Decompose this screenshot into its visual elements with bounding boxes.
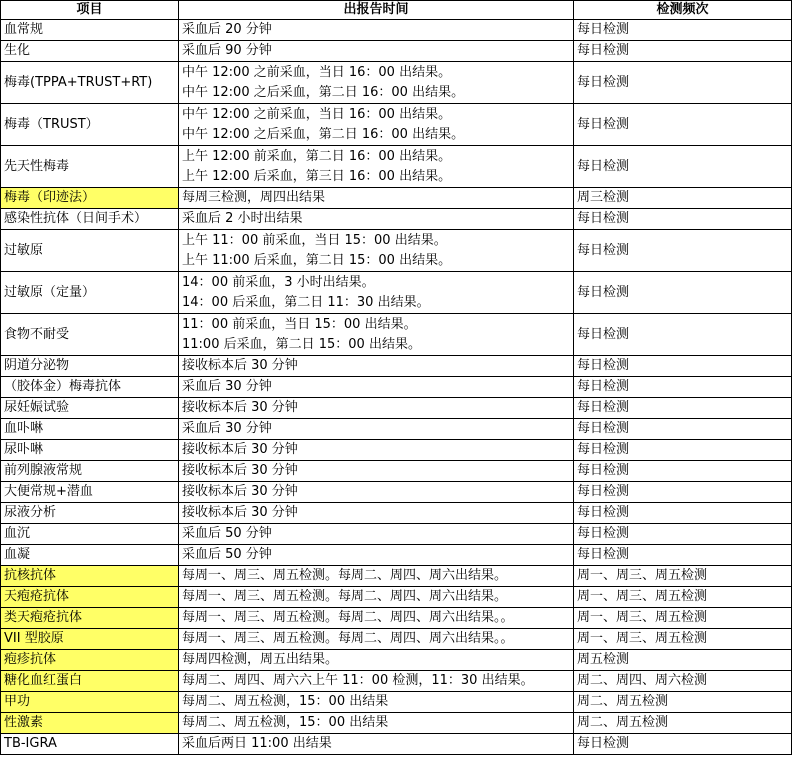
report-time-line: 14：00 后采血，第二日 11：30 出结果。 [182, 294, 430, 310]
cell-frequency: 每日检测 [574, 734, 792, 755]
cell-frequency: 每日检测 [574, 524, 792, 545]
cell-report-time [179, 272, 574, 314]
cell-frequency: 每日检测 [574, 209, 792, 230]
report-time-line: 11:00 后采血，第二日 15：00 出结果。 [182, 336, 421, 352]
cell-item: 感染性抗体（日间手术） [1, 209, 179, 230]
report-time-line: 每周四检测，周五出结果。 [182, 652, 339, 667]
cell-item: 天疱疮抗体 [1, 587, 179, 608]
cell-item: 大便常规+潜血 [1, 482, 179, 503]
cell-item: 过敏原（定量） [1, 272, 179, 314]
table-row [1, 650, 792, 671]
report-time-line: 采血后 90 分钟 [182, 43, 272, 58]
table-row [1, 734, 792, 755]
cell-frequency: 周二、周五检测 [574, 692, 792, 713]
table-row [1, 461, 792, 482]
cell-report-time [179, 209, 574, 230]
report-time-line: 上午 12:00 后采血，第三日 16：00 出结果。 [182, 168, 452, 184]
cell-report-time [179, 419, 574, 440]
cell-report-time [179, 398, 574, 419]
cell-item: 疱疹抗体 [1, 650, 179, 671]
report-time-line: 中午 12:00 之前采血，当日 16：00 出结果。 [182, 106, 452, 122]
cell-report-time [179, 62, 574, 104]
report-time-line: 采血后 30 分钟 [182, 421, 272, 436]
cell-item: 血凝 [1, 545, 179, 566]
cell-item: 生化 [1, 41, 179, 62]
cell-frequency: 每日检测 [574, 62, 792, 104]
cell-frequency: 每日检测 [574, 230, 792, 272]
cell-report-time [179, 734, 574, 755]
table-row [1, 230, 792, 272]
cell-item: VII 型胶原 [1, 629, 179, 650]
table-row [1, 377, 792, 398]
report-time-line: 中午 12:00 之后采血，第二日 16：00 出结果。 [182, 84, 465, 100]
report-time-line: 14：00 前采血，3 小时出结果。 [182, 274, 375, 290]
cell-item: 血沉 [1, 524, 179, 545]
cell-frequency: 每日检测 [574, 104, 792, 146]
table-row [1, 146, 792, 188]
report-time-line: 接收标本后 30 分钟 [182, 505, 298, 520]
table-body [1, 20, 792, 755]
table-row [1, 188, 792, 209]
cell-frequency: 周一、周三、周五检测 [574, 587, 792, 608]
cell-item: 阴道分泌物 [1, 356, 179, 377]
table-row [1, 419, 792, 440]
cell-item: 甲功 [1, 692, 179, 713]
table-row [1, 398, 792, 419]
cell-item: 抗核抗体 [1, 566, 179, 587]
report-time-line: 接收标本后 30 分钟 [182, 358, 298, 373]
report-time-line: 每周一、周三、周五检测。每周二、周四、周六出结果。。 [182, 631, 514, 646]
report-time-line: 每周一、周三、周五检测。每周二、周四、周六出结果。 [182, 589, 508, 604]
report-time-line: 上午 11:00 后采血，第二日 15：00 出结果。 [182, 252, 452, 268]
table-header-row [1, 1, 792, 20]
cell-frequency: 每日检测 [574, 314, 792, 356]
cell-item: 过敏原 [1, 230, 179, 272]
cell-report-time [179, 566, 574, 587]
report-time-line: 接收标本后 30 分钟 [182, 463, 298, 478]
cell-report-time [179, 545, 574, 566]
table-row [1, 587, 792, 608]
cell-frequency: 每日检测 [574, 377, 792, 398]
cell-item: 血常规 [1, 20, 179, 41]
cell-report-time [179, 650, 574, 671]
cell-report-time [179, 146, 574, 188]
table-row [1, 713, 792, 734]
cell-report-time [179, 671, 574, 692]
table-row [1, 629, 792, 650]
table-row [1, 566, 792, 587]
cell-frequency: 每日检测 [574, 503, 792, 524]
cell-report-time [179, 188, 574, 209]
table-row [1, 314, 792, 356]
cell-item: 尿妊娠试验 [1, 398, 179, 419]
report-time-line: 采血后 30 分钟 [182, 379, 272, 394]
cell-frequency: 每日检测 [574, 146, 792, 188]
table-row [1, 440, 792, 461]
report-time-line: 采血后 50 分钟 [182, 526, 272, 541]
report-time-line: 11：00 前采血，当日 15：00 出结果。 [182, 316, 417, 332]
header-item: 项目 [1, 1, 179, 20]
report-time-line: 每周二、周五检测，15：00 出结果 [182, 715, 389, 730]
cell-frequency: 周三检测 [574, 188, 792, 209]
cell-report-time [179, 440, 574, 461]
cell-report-time [179, 314, 574, 356]
table-row [1, 503, 792, 524]
header-frequency: 检测频次 [574, 1, 792, 20]
cell-frequency: 每日检测 [574, 356, 792, 377]
cell-item: 血卟啉 [1, 419, 179, 440]
report-time-line: 接收标本后 30 分钟 [182, 400, 298, 415]
cell-item: 梅毒(TPPA+TRUST+RT) [1, 62, 179, 104]
report-time-line: 每周二、周五检测，15：00 出结果 [182, 694, 389, 709]
report-time-line: 中午 12:00 之前采血，当日 16：00 出结果。 [182, 64, 452, 80]
table-row [1, 62, 792, 104]
table-row [1, 356, 792, 377]
report-time-line: 采血后两日 11:00 出结果 [182, 736, 332, 751]
cell-item: 前列腺液常规 [1, 461, 179, 482]
table-row [1, 482, 792, 503]
report-time-line: 每周三检测，周四出结果 [182, 190, 326, 205]
table-row [1, 692, 792, 713]
report-time-line: 中午 12:00 之后采血，第二日 16：00 出结果。 [182, 126, 465, 142]
cell-report-time [179, 713, 574, 734]
report-time-line: 采血后 20 分钟 [182, 22, 272, 37]
table-row [1, 41, 792, 62]
cell-frequency: 每日检测 [574, 461, 792, 482]
table-row [1, 608, 792, 629]
cell-frequency: 每日检测 [574, 272, 792, 314]
cell-item: 尿液分析 [1, 503, 179, 524]
cell-report-time [179, 482, 574, 503]
cell-report-time [179, 41, 574, 62]
cell-report-time [179, 503, 574, 524]
cell-item: 梅毒（TRUST） [1, 104, 179, 146]
cell-frequency: 每日检测 [574, 440, 792, 461]
report-time-line: 上午 12:00 前采血，第二日 16：00 出结果。 [182, 148, 452, 164]
report-time-line: 每周一、周三、周五检测。每周二、周四、周六出结果。。 [182, 610, 514, 625]
cell-item: 食物不耐受 [1, 314, 179, 356]
cell-frequency: 每日检测 [574, 419, 792, 440]
cell-report-time [179, 461, 574, 482]
cell-item: （胶体金）梅毒抗体 [1, 377, 179, 398]
report-time-line: 上午 11：00 前采血，当日 15：00 出结果。 [182, 232, 447, 248]
cell-report-time [179, 230, 574, 272]
cell-item: TB-IGRA [1, 734, 179, 755]
cell-report-time [179, 377, 574, 398]
cell-item: 性激素 [1, 713, 179, 734]
cell-frequency: 周二、周五检测 [574, 713, 792, 734]
cell-report-time [179, 20, 574, 41]
table-row [1, 524, 792, 545]
table-row [1, 671, 792, 692]
report-time-line: 接收标本后 30 分钟 [182, 484, 298, 499]
table-row [1, 545, 792, 566]
cell-report-time [179, 587, 574, 608]
cell-report-time [179, 104, 574, 146]
cell-frequency: 每日检测 [574, 482, 792, 503]
report-time-line: 采血后 2 小时出结果 [182, 211, 303, 226]
cell-report-time [179, 692, 574, 713]
cell-frequency: 每日检测 [574, 20, 792, 41]
cell-report-time [179, 524, 574, 545]
cell-item: 梅毒（印迹法） [1, 188, 179, 209]
cell-frequency: 周一、周三、周五检测 [574, 608, 792, 629]
table-row [1, 104, 792, 146]
cell-report-time [179, 629, 574, 650]
table-row [1, 209, 792, 230]
cell-frequency: 周五检测 [574, 650, 792, 671]
cell-frequency: 周一、周三、周五检测 [574, 629, 792, 650]
report-time-line: 采血后 50 分钟 [182, 547, 272, 562]
table-row [1, 20, 792, 41]
cell-item: 类天疱疮抗体 [1, 608, 179, 629]
cell-report-time [179, 356, 574, 377]
cell-frequency: 周一、周三、周五检测 [574, 566, 792, 587]
cell-frequency: 每日检测 [574, 41, 792, 62]
report-time-line: 每周二、周四、周六六上午 11：00 检测，11：30 出结果。 [182, 673, 534, 688]
report-time-line: 接收标本后 30 分钟 [182, 442, 298, 457]
cell-item: 糖化血红蛋白 [1, 671, 179, 692]
cell-frequency: 每日检测 [574, 545, 792, 566]
table-row [1, 272, 792, 314]
cell-item: 先天性梅毒 [1, 146, 179, 188]
report-time-line: 每周一、周三、周五检测。每周二、周四、周六出结果。 [182, 568, 508, 583]
cell-frequency: 每日检测 [574, 398, 792, 419]
cell-item: 尿卟啉 [1, 440, 179, 461]
cell-frequency: 周二、周四、周六检测 [574, 671, 792, 692]
header-report-time: 出报告时间 [179, 1, 574, 20]
cell-report-time [179, 608, 574, 629]
